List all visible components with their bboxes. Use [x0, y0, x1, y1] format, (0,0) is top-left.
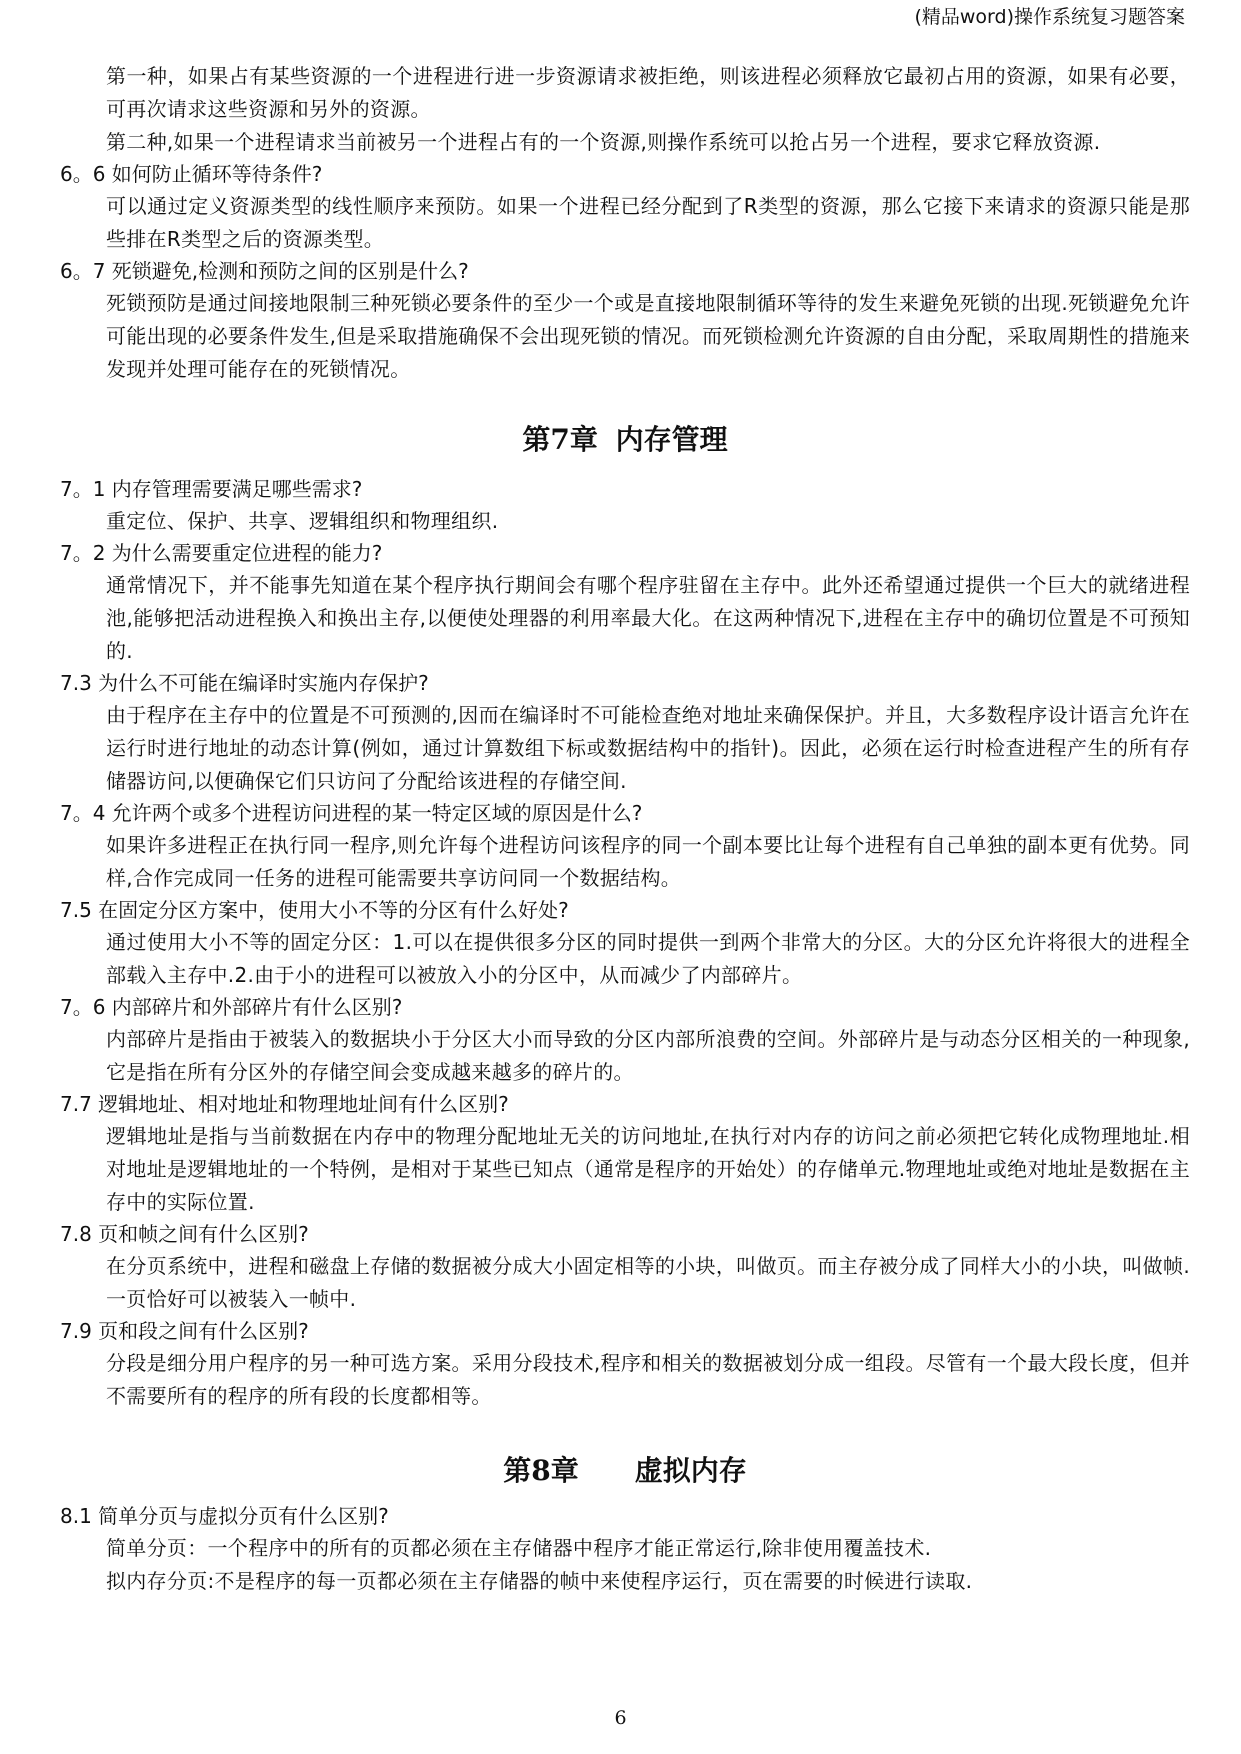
question-7-7: [60, 1089, 1190, 1219]
chapter-number: 第7章: [522, 423, 598, 456]
question-answer: 内部碎片是指由于被装入的数据块小于分区大小而导致的分区内部所浪费的空间。外部碎片是与动态分区相关的一种现象,它是指在所有分区外的存储空间会变成越来越多的碎片的。: [106, 1027, 1190, 1084]
question-title: 7。6 内部碎片和外部碎片有什么区别?: [60, 995, 403, 1019]
question-title: 7.5 在固定分区方案中，使用大小不等的分区有什么好处?: [60, 898, 569, 922]
question-7-1: [60, 474, 1190, 538]
question-answer: 通常情况下，并不能事先知道在某个程序执行期间会有哪个程序驻留在主存中。此外还希望通过提供一个巨大的就绪进程池,能够把活动进程换入和换出主存,以便使处理器的利用率最大化。在这两种情况下,进程在主存中的确切位置是不可预知的.: [106, 573, 1190, 663]
chapter-title: 虚拟内存: [634, 1454, 747, 1487]
chapter-number: 第8章: [503, 1454, 579, 1487]
question-answer: 分段是细分用户程序的另一种可选方案。采用分段技术,程序和相关的数据被划分成一组段。尽管有一个最大段长度，但并不需要所有的程序的所有段的长度都相等。: [106, 1351, 1190, 1408]
chapter-8-heading: [60, 1451, 1190, 1491]
question-answer: 可以通过定义资源类型的线性顺序来预防。如果一个进程已经分配到了R类型的资源，那么它接下来请求的资源只能是那些排在R类型之后的资源类型。: [106, 194, 1190, 251]
question-answer: 重定位、保护、共享、逻辑组织和物理组织.: [106, 509, 499, 533]
question-title: 6。6 如何防止循环等待条件?: [60, 162, 323, 186]
chapter-title: 内存管理: [615, 423, 728, 456]
question-answer: 如果许多进程正在执行同一程序,则允许每个进程访问该程序的同一个副本要比让每个进程有自己单独的副本更有优势。同样,合作完成同一任务的进程可能需要共享访问同一个数据结构。: [106, 833, 1190, 890]
question-title: 7。2 为什么需要重定位进程的能力?: [60, 541, 383, 565]
question-title: 7.8 页和帧之间有什么区别?: [60, 1222, 309, 1246]
question-title: 7。4 允许两个或多个进程访问进程的某一特定区域的原因是什么?: [60, 801, 643, 825]
question-7-9: [60, 1316, 1190, 1413]
question-answer: 死锁预防是通过间接地限制三种死锁必要条件的至少一个或是直接地限制循环等待的发生来避免死锁的出现.死锁避免允许可能出现的必要条件发生,但是采取措施确保不会出现死锁的情况。而死锁检测允许资源的自由分配，采取周期性的措施来发现并处理可能存在的死锁情况。: [106, 291, 1190, 381]
page-content: [60, 60, 1190, 1598]
question-6-6: [60, 159, 1190, 256]
question-answer: 由于程序在主存中的位置是不可预测的,因而在编译时不可能检查绝对地址来确保保护。并且，大多数程序设计语言允许在运行时进行地址的动态计算(例如，通过计算数组下标或数据结构中的指针)。因此，必须在运行时检查进程产生的所有存储器访问,以便确保它们只访问了分配给该进程的存储空间.: [106, 703, 1190, 793]
question-title: 7.9 页和段之间有什么区别?: [60, 1319, 309, 1343]
running-header: (精品word)操作系统复习题答案: [914, 6, 1185, 28]
question-answer: 通过使用大小不等的固定分区：1.可以在提供很多分区的同时提供一到两个非常大的分区。大的分区允许将很大的进程全部载入主存中.2.由于小的进程可以被放入小的分区中，从而减少了内部碎片。: [106, 930, 1190, 987]
question-title: 7.3 为什么不可能在编译时实施内存保护?: [60, 671, 429, 695]
question-title: 7。1 内存管理需要满足哪些需求?: [60, 477, 363, 501]
question-7-8: [60, 1219, 1190, 1316]
question-7-2: [60, 538, 1190, 668]
question-8-1: [60, 1501, 1190, 1598]
question-title: 7.7 逻辑地址、相对地址和物理地址间有什么区别?: [60, 1092, 509, 1116]
question-title: 6。7 死锁避免,检测和预防之间的区别是什么?: [60, 259, 469, 283]
question-answer: 逻辑地址是指与当前数据在内存中的物理分配地址无关的访问地址,在执行对内存的访问之前必须把它转化成物理地址.相对地址是逻辑地址的一个特例，是相对于某些已知点（通常是程序的开始处）的存储单元.物理地址或绝对地址是数据在主存中的实际位置.: [106, 1124, 1190, 1214]
question-7-3: [60, 668, 1190, 798]
question-title: 8.1 简单分页与虚拟分页有什么区别?: [60, 1504, 389, 1528]
question-answer-virtual-paging: 拟内存分页:不是程序的每一页都必须在主存储器的帧中来使程序运行，页在需要的时候进行读取.: [106, 1569, 973, 1593]
question-answer: 在分页系统中，进程和磁盘上存储的数据被分成大小固定相等的小块，叫做页。而主存被分成了同样大小的小块，叫做帧.一页恰好可以被装入一帧中.: [106, 1254, 1190, 1311]
question-answer-simple-paging: 简单分页：一个程序中的所有的页都必须在主存储器中程序才能正常运行,除非使用覆盖技术.: [106, 1536, 932, 1560]
page-number: 6: [614, 1707, 627, 1729]
question-7-4: [60, 798, 1190, 895]
intro-paragraph-1: 第一种，如果占有某些资源的一个进程进行进一步资源请求被拒绝，则该进程必须释放它最初占用的资源，如果有必要，可再次请求这些资源和另外的资源。: [106, 64, 1190, 121]
question-7-6: [60, 992, 1190, 1089]
intro-paragraph-2: 第二种,如果一个进程请求当前被另一个进程占有的一个资源,则操作系统可以抢占另一个进程，要求它释放资源.: [106, 130, 1101, 154]
question-6-7: [60, 256, 1190, 386]
question-7-5: [60, 895, 1190, 992]
chapter-7-heading: [60, 420, 1190, 460]
